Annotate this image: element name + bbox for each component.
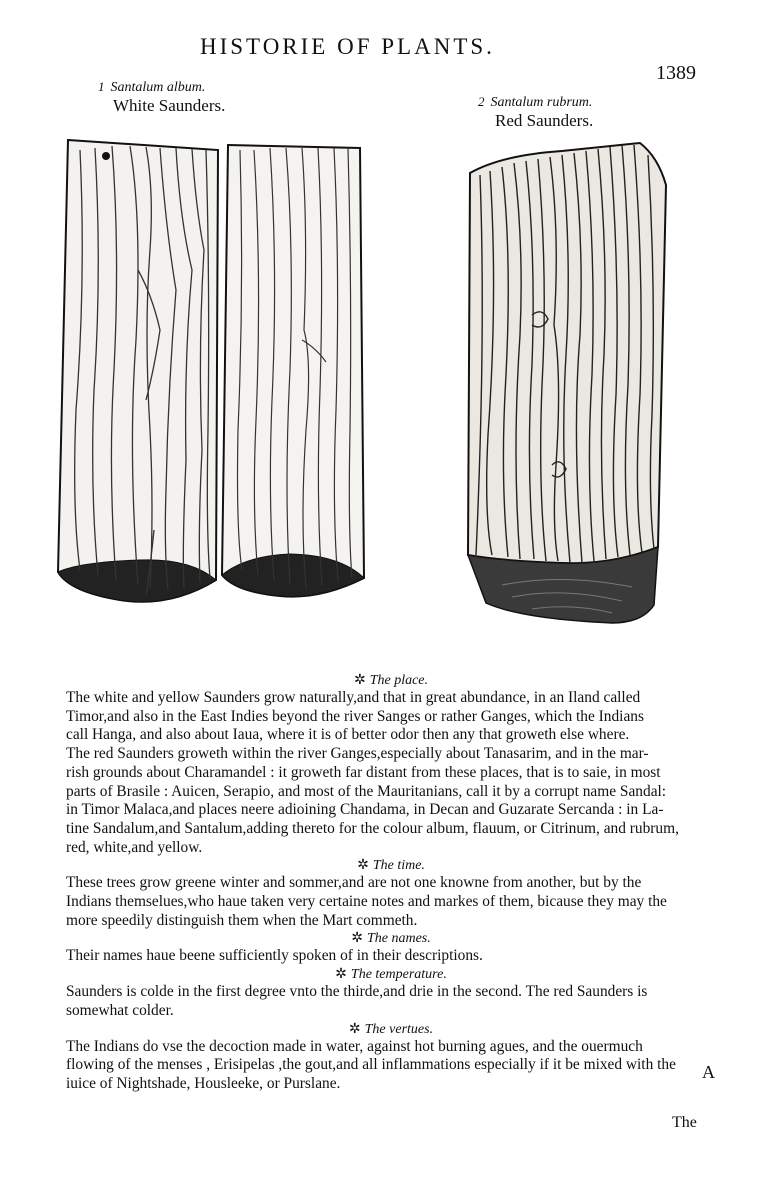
figure-number: 1 [98, 79, 105, 94]
white-saunders-woodcut [50, 130, 370, 610]
page-number: 1389 [656, 62, 696, 84]
figure-english-name: White Saunders. [113, 96, 226, 116]
figure-number: 2 [478, 94, 485, 109]
section-heading-vertues: ✲ The vertues. [348, 1021, 434, 1037]
figure-latin-name: Santalum album. [110, 80, 206, 95]
section-heading-names: ✲ The names. [351, 931, 431, 947]
figure-english-name: Red Saunders. [495, 111, 594, 131]
catch-word: The [672, 1114, 697, 1131]
figure-latin-name: Santalum rubrum. [490, 95, 593, 110]
paragraph-place: The white and yellow Saunders grow naturally,and that in great abundance, in an Iland called Timor,and also in the East Indies beyond the river Sanges or rather Ganges, which the Indians call Hanga, and also about Iaua, where it is of better odor then any that groweth else where. The red Saunders groweth within the river Ganges,especially about Tanasarim, and in the mar- rish grounds about Charamandel : it groweth far distant from these places, that is to saie, in most parts of Brasile : Auicen, Serapio, and most of the Mauritanians, call it by a corrupt name Sandal: in Timor Malaca,and places neere adioining Chandama, in Decan and Guzarate Sercanda : in La- tine Sandalum,and Santalum,adding thereto for the colour album, flauum, or Citrinum, and rubrum, red, white,and yellow. [66, 689, 679, 856]
marginal-letter: A [702, 1062, 715, 1082]
paragraph-time: These trees grow greene winter and sommer,and are not one knowne from another, but by the Indians themselues,who haue taken very certaine notes and markes of them, bicause they may the more speedily distinguish them when the Mart commeth. [66, 874, 667, 929]
section-heading-time: ✲ The time. [357, 858, 425, 874]
body-text [66, 672, 716, 1094]
running-title: HISTORIE OF PLANTS. [200, 34, 495, 59]
section-heading-place: ✲ The place. [353, 673, 429, 688]
paragraph-vertues: The Indians do vse the decoction made in water, against hot burning agues, and the ouermuch flowing of the menses , Erisipelas ,the gout,and all inflammations especially if it be mixed with the iuice of Nightshade, Housleeke, or Purslane. [66, 1037, 676, 1092]
section-heading-temperature: ✲ The temperature. [335, 967, 447, 983]
figure-caption-red-saunders [478, 93, 593, 131]
paragraph-temperature: Saunders is colde in the first degree vnto the thirde,and drie in the second. The red Saunders is somewhat colder. [66, 983, 648, 1019]
red-saunders-woodcut [462, 135, 672, 627]
paragraph-names: Their names haue beene sufficiently spoken of in their descriptions. [66, 947, 483, 965]
figure-caption-white-saunders [98, 78, 225, 116]
